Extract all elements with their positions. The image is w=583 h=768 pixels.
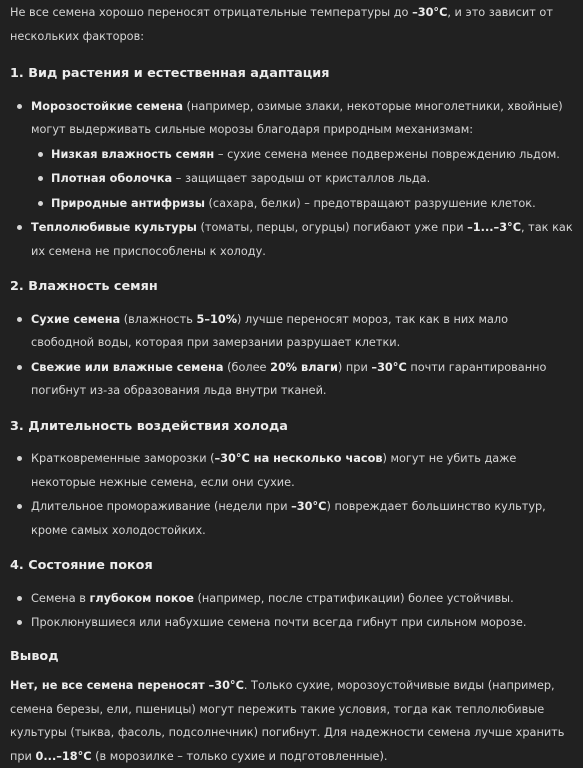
chat-response	[0, 1, 583, 768]
section-heading: 1. Вид растения и естественная адаптация	[10, 66, 330, 81]
nested-list-item	[31, 143, 573, 167]
list-text: Кратковременные заморозки (	[31, 452, 215, 465]
nested-list-item	[31, 167, 573, 191]
list-text: (влажность	[120, 312, 197, 326]
list-text: – сухие семена менее подвержены повреждению льдом.	[214, 147, 560, 161]
list-text: ) могут не убить даже некоторые нежные семена, если они сухие.	[31, 452, 517, 489]
list-text: (томаты, перцы, огурцы) погибают уже при	[196, 221, 468, 234]
list-text: ) при	[337, 360, 372, 374]
bold-term: Сухие семена	[31, 312, 121, 326]
section-heading: 2. Влажность семян	[10, 279, 158, 294]
bold-value: –30°C	[204, 679, 244, 692]
bold-value: 20% влаги	[270, 360, 338, 374]
list-item	[10, 611, 573, 635]
bold-term: Нет, не все семена переносят	[10, 679, 205, 692]
list-item	[10, 356, 573, 403]
section-heading: 3. Длительность воздействия холода	[10, 418, 288, 434]
nested-bullet-list	[31, 143, 573, 216]
list-item	[10, 447, 573, 494]
list-item	[10, 216, 573, 263]
bold-value: 5–10%	[196, 312, 238, 326]
list-text: Длительное промораживание (недели при	[31, 500, 292, 513]
section-heading: 4. Состояние покоя	[10, 558, 153, 573]
nested-list-item	[31, 192, 573, 216]
bold-term: Теплолюбивые культуры	[31, 221, 197, 234]
bold-term: глубоком покое	[89, 591, 194, 605]
conclusion-text: . Только сухие, морозоустойчивые виды (например, семена березы, ели, пшеницы) могут пережить такие условия, тогда как теплолюбивые культуры (тыква, фасоль, подсолнечник) погибнут. Для надежности семена лучше хранить при	[10, 679, 565, 763]
list-text: (например, озимые злаки, некоторые многолетники, хвойные) могут выдерживать сильные морозы благодаря природным механизмам:	[31, 99, 563, 136]
list-text: (более	[223, 360, 271, 374]
list-text: ) лучше переносят мороз, так как в них мало свободной воды, которая при замерзании разрушает клетки.	[31, 312, 509, 349]
list-text: ) повреждает большинство культур, кроме самых холодостойких.	[31, 500, 546, 537]
bullet-list	[10, 308, 573, 403]
bold-term: Плотная оболочка	[51, 172, 173, 185]
bullet-list	[10, 447, 573, 542]
intro-paragraph	[10, 1, 573, 48]
bold-value: 0...–18°C	[35, 749, 92, 763]
intro-text: , и это зависит от нескольких факторов:	[10, 6, 553, 43]
bold-value: –1...–3°C	[467, 221, 521, 234]
list-item	[10, 495, 573, 542]
bold-value: –30°C	[291, 500, 327, 513]
list-item	[10, 95, 573, 216]
bullet-list	[10, 95, 573, 264]
bold-term: Морозостойкие семена	[31, 99, 183, 113]
list-item	[10, 308, 573, 355]
bold-value: –30°C на несколько часов	[214, 452, 383, 465]
intro-text: Не все семена хорошо переносят отрицательные температуры до	[10, 6, 413, 19]
bold-value: –30°C	[371, 360, 407, 374]
bullet-list	[10, 587, 573, 635]
list-text: – защищает зародыш от кристаллов льда.	[172, 172, 431, 185]
list-item	[10, 587, 573, 611]
bold-term: Низкая влажность семян	[51, 147, 215, 161]
list-text: почти гарантированно погибнут из-за образования льда внутри тканей.	[31, 360, 547, 397]
list-text: (сахара, белки) – предотвращают разрушение клеток.	[204, 196, 536, 210]
conclusion-text: (в морозилке – только сухие и подготовленные).	[91, 749, 388, 763]
list-text: (например, после стратификации) более устойчивы.	[193, 591, 514, 605]
bold-term: Природные антифризы	[51, 196, 205, 210]
bold-term: Свежие или влажные семена	[31, 360, 224, 374]
list-text: Семена в	[31, 591, 90, 605]
conclusion-heading: Вывод	[10, 648, 59, 664]
list-text: , так как их семена не приспособлены к холоду.	[31, 221, 573, 258]
intro-bold: –30°C	[412, 6, 448, 19]
conclusion-paragraph	[10, 674, 573, 768]
list-text: Проклюнувшиеся или набухшие семена почти всегда гибнут при сильном морозе.	[31, 616, 527, 629]
